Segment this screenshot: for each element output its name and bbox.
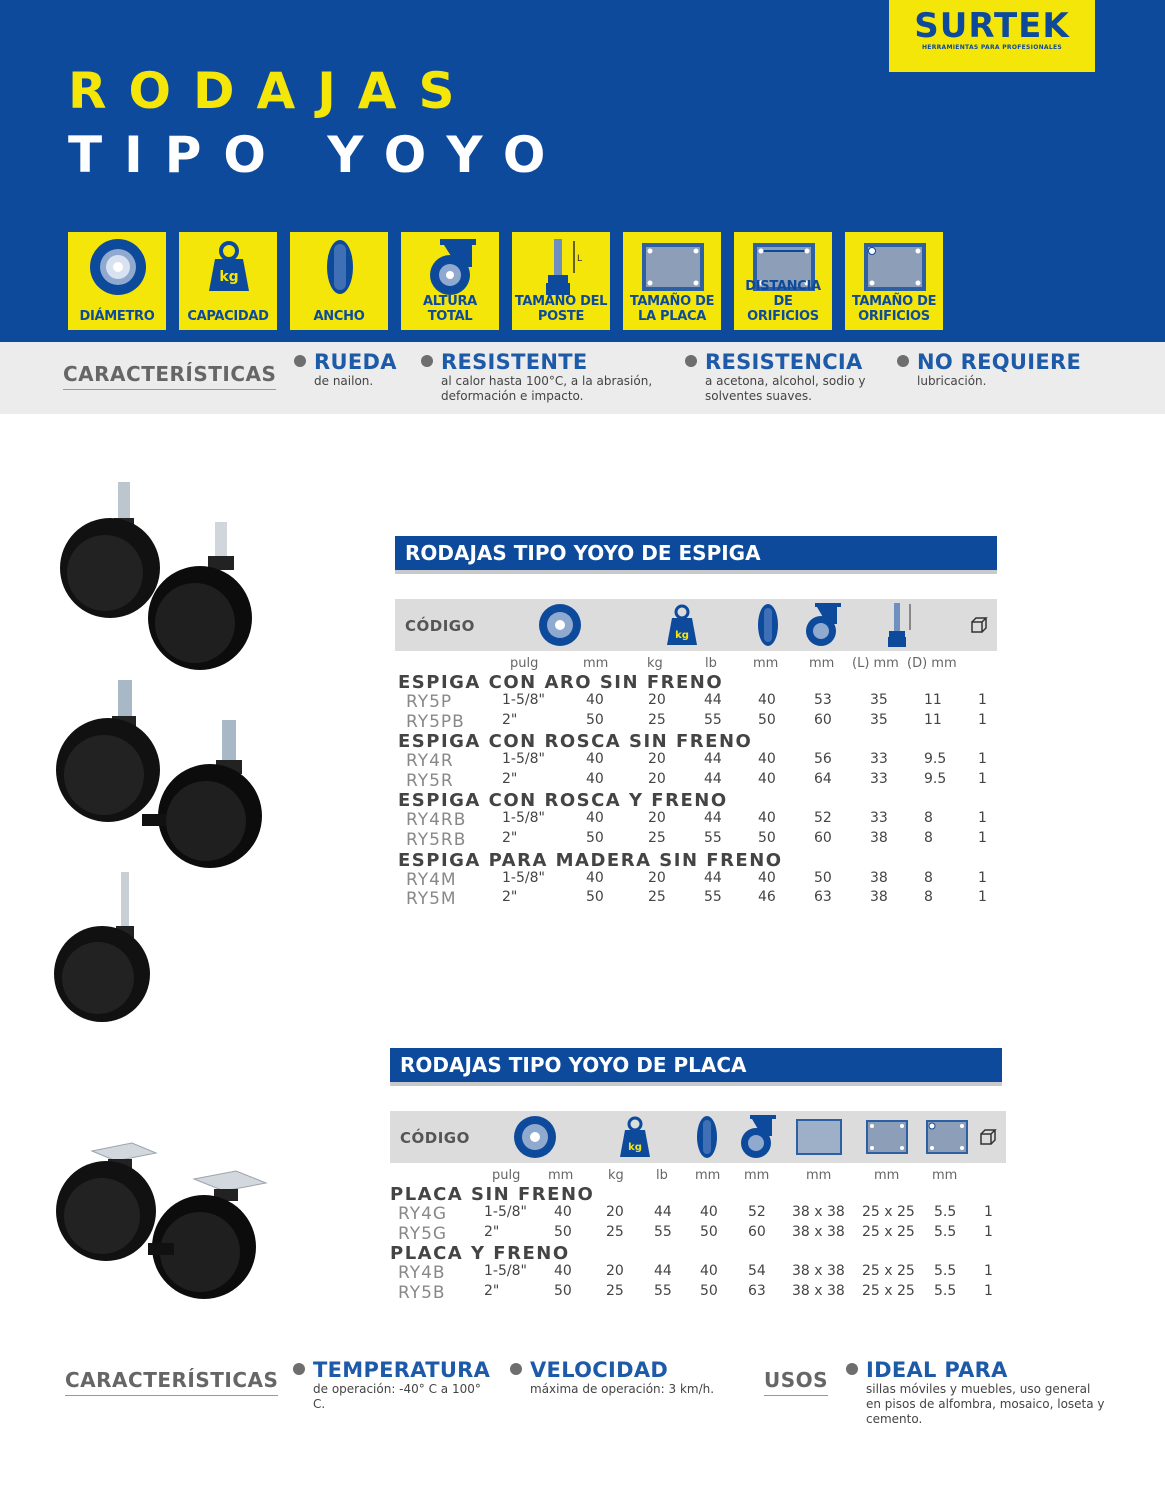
weight-capacity-icon	[657, 603, 707, 647]
bullet-icon	[685, 355, 697, 367]
table-cell: 25	[606, 1282, 624, 1299]
table-row	[398, 830, 998, 850]
feature-resistente	[421, 350, 671, 404]
table-cell: 40	[758, 810, 776, 827]
usos-label-text: USOS	[764, 1368, 829, 1392]
bullet-icon	[421, 355, 433, 367]
feature-resistencia	[685, 350, 890, 404]
table-cell: 38 x 38	[792, 1263, 845, 1280]
legend-distancia	[734, 232, 832, 330]
section-title-placa: RODAJAS TIPO YOYO DE PLACA	[390, 1048, 1002, 1082]
legend-capacidad	[179, 232, 277, 330]
page-title-line2: TIPO YOYO	[68, 126, 568, 184]
codigo-label: CÓDIGO	[405, 617, 475, 635]
table-cell: 25	[648, 830, 666, 846]
table-row	[390, 1224, 1006, 1244]
table-cell: 56	[814, 751, 832, 768]
feature-title: NO REQUIERE	[917, 350, 1082, 374]
plate-size-icon	[794, 1115, 844, 1159]
legend-label: DIÁMETRO	[79, 309, 155, 324]
table-cell: 20	[648, 770, 666, 787]
legend-label: TAMAÑO DEL POSTE	[514, 294, 608, 324]
table-row	[398, 771, 998, 791]
table-cell: 1	[978, 830, 987, 846]
table-cell: 54	[748, 1263, 766, 1280]
unit-label: pulg	[492, 1168, 521, 1183]
feature-desc: de operación: -40° C a 100° C.	[313, 1382, 481, 1411]
unit-label: mm	[744, 1168, 770, 1183]
table-cell: 9.5	[924, 751, 947, 768]
caster-espiga-rosca-image	[50, 676, 280, 876]
weight-capacity-icon	[187, 238, 271, 296]
table-cell: 50	[814, 869, 832, 886]
table-cell: 20	[606, 1204, 624, 1220]
group-heading: ESPIGA CON ROSCA Y FRENO	[398, 790, 728, 812]
table-cell: 35	[870, 692, 888, 708]
unit-label: mm	[548, 1168, 574, 1183]
table-cell: 25	[648, 711, 666, 728]
table-cell: 55	[654, 1223, 672, 1240]
unit-label: mm	[809, 656, 835, 671]
table-cell: 50	[700, 1223, 718, 1240]
unit-label: mm	[753, 656, 779, 671]
table-cell: 35	[870, 711, 888, 728]
post-size-icon	[885, 603, 915, 647]
table-cell: 11	[924, 711, 942, 728]
table-cell: 40	[700, 1263, 718, 1280]
feature-title: RUEDA	[314, 350, 397, 374]
table-cell: 40	[700, 1204, 718, 1220]
table-cell: 38	[870, 869, 888, 886]
table-cell: 1	[978, 692, 987, 708]
table-cell: 40	[758, 869, 776, 886]
table-cell: 8	[924, 810, 933, 827]
product-code: RY4R	[406, 751, 454, 772]
table-cell: 63	[748, 1282, 766, 1299]
table-cell: 1	[978, 889, 987, 906]
table-row	[398, 692, 998, 712]
legend-poste	[512, 232, 610, 330]
post-size-icon	[520, 238, 604, 296]
table-cell: 50	[700, 1282, 718, 1299]
group-heading: ESPIGA PARA MADERA SIN FRENO	[398, 849, 783, 871]
hole-size-icon	[853, 238, 937, 296]
feature-temperatura	[293, 1358, 491, 1412]
legend-ancho	[290, 232, 388, 330]
caster-espiga-aro-image	[50, 478, 280, 678]
section-title-espiga: RODAJAS TIPO YOYO DE ESPIGA	[395, 536, 997, 570]
table-cell: 2"	[484, 1282, 500, 1299]
product-code: RY5G	[398, 1223, 448, 1244]
table-row	[398, 751, 998, 771]
characteristics-label-bottom	[65, 1368, 278, 1396]
unit-label: mm	[583, 656, 609, 671]
feature-title: TEMPERATURA	[313, 1358, 491, 1382]
table-cell: 44	[704, 751, 722, 768]
feature-title: VELOCIDAD	[530, 1358, 669, 1382]
box-quantity-icon	[976, 1115, 1000, 1159]
table-body-espiga	[398, 672, 998, 912]
unit-label: lb	[705, 656, 717, 671]
table-cell: 25	[606, 1223, 624, 1240]
table-cell: 1-5/8"	[502, 810, 545, 827]
table-cell: 5.5	[934, 1282, 957, 1299]
table-cell: 50	[586, 711, 604, 728]
table-cell: 40	[586, 692, 604, 708]
table-row	[390, 1283, 1006, 1303]
table-cell: 44	[704, 770, 722, 787]
table-cell: 40	[758, 770, 776, 787]
unit-label: mm	[695, 1168, 721, 1183]
table-cell: 33	[870, 770, 888, 787]
hole-distance-icon	[864, 1115, 910, 1159]
table-cell: 50	[554, 1223, 572, 1240]
usos-label	[764, 1368, 828, 1396]
feature-desc: máxima de operación: 3 km/h.	[530, 1382, 715, 1396]
surtek-logo	[889, 0, 1095, 72]
table-cell: 38 x 38	[792, 1282, 845, 1299]
feature-title: RESISTENCIA	[705, 350, 863, 374]
divider	[63, 389, 276, 390]
bullet-icon	[846, 1363, 858, 1375]
table-cell: 1	[984, 1204, 993, 1220]
legend-label: ANCHO	[313, 309, 365, 324]
table-cell: 5.5	[934, 1204, 957, 1220]
product-code: RY5PB	[406, 711, 465, 732]
legend-altura	[401, 232, 499, 330]
table-cell: 20	[648, 869, 666, 886]
legend-label: CAPACIDAD	[187, 309, 269, 324]
table-cell: 40	[554, 1263, 572, 1280]
table-cell: 1	[984, 1282, 993, 1299]
legend-diametro	[68, 232, 166, 330]
table-cell: 25 x 25	[862, 1223, 915, 1240]
total-height-icon	[799, 603, 845, 647]
table-cell: 2"	[502, 770, 518, 787]
svg-text:kg: kg	[628, 1142, 642, 1153]
wheel-width-icon	[692, 1115, 722, 1159]
unit-label: mm	[806, 1168, 832, 1183]
table-cell: 8	[924, 869, 933, 886]
table-header-placa	[390, 1111, 1006, 1163]
svg-text:kg: kg	[219, 269, 239, 285]
weight-capacity-icon	[612, 1115, 658, 1159]
table-cell: 20	[648, 692, 666, 708]
table-cell: 9.5	[924, 770, 947, 787]
legend-label: DISTANCIA DE ORIFICIOS	[745, 279, 821, 324]
svg-text:kg: kg	[675, 630, 689, 641]
table-cell: 44	[704, 810, 722, 827]
table-cell: 5.5	[934, 1223, 957, 1240]
total-height-icon	[409, 238, 493, 296]
product-code: RY5P	[406, 692, 453, 712]
table-cell: 44	[704, 869, 722, 886]
table-cell: 1	[984, 1223, 993, 1240]
table-cell: 60	[814, 711, 832, 728]
table-cell: 64	[814, 770, 832, 787]
codigo-label: CÓDIGO	[400, 1129, 470, 1147]
bullet-icon	[897, 355, 909, 367]
product-code: RY4G	[398, 1204, 448, 1224]
unit-label: pulg	[510, 656, 539, 671]
feature-title: RESISTENTE	[441, 350, 588, 374]
table-cell: 55	[704, 711, 722, 728]
table-cell: 63	[814, 889, 832, 906]
table-cell: 2"	[502, 830, 518, 846]
unit-label: mm	[874, 1168, 900, 1183]
table-cell: 55	[704, 889, 722, 906]
divider	[764, 1395, 828, 1396]
table-cell: 2"	[484, 1223, 500, 1240]
bullet-icon	[510, 1363, 522, 1375]
table-cell: 1	[984, 1263, 993, 1280]
hole-size-icon	[924, 1115, 970, 1159]
bullet-icon	[293, 1363, 305, 1375]
table-cell: 55	[704, 830, 722, 846]
table-cell: 33	[870, 810, 888, 827]
wheel-width-icon	[753, 603, 783, 647]
table-cell: 40	[758, 751, 776, 768]
table-cell: 60	[748, 1223, 766, 1240]
table-cell: 25 x 25	[862, 1263, 915, 1280]
feature-title: IDEAL PARA	[866, 1358, 1008, 1382]
table-cell: 46	[758, 889, 776, 906]
table-cell: 1-5/8"	[502, 751, 545, 768]
table-cell: 25	[648, 889, 666, 906]
product-code: RY5RB	[406, 830, 467, 850]
feature-velocidad	[510, 1358, 750, 1397]
feature-desc: a acetona, alcohol, sodio y solventes suaves.	[705, 374, 866, 403]
table-cell: 5.5	[934, 1263, 957, 1280]
table-cell: 20	[648, 751, 666, 768]
table-cell: 40	[586, 770, 604, 787]
feature-desc: lubricación.	[917, 374, 987, 388]
svg-text:L: L	[577, 254, 582, 264]
unit-label: kg	[647, 656, 663, 671]
feature-desc: al calor hasta 100°C, a la abrasión, deformación e impacto.	[441, 374, 653, 403]
table-header-espiga	[395, 599, 997, 651]
table-cell: 40	[586, 751, 604, 768]
wheel-diameter-icon	[510, 1115, 560, 1159]
table-cell: 1	[978, 711, 987, 728]
characteristics-label	[63, 362, 276, 390]
table-row	[398, 889, 998, 909]
product-code: RY4M	[406, 869, 457, 890]
unit-label: (D) mm	[907, 656, 957, 671]
unit-label: mm	[932, 1168, 958, 1183]
legend-label: TAMAÑO DE LA PLACA	[629, 294, 715, 324]
table-cell: 44	[654, 1204, 672, 1220]
table-cell: 2"	[502, 889, 518, 906]
table-cell: 38 x 38	[792, 1204, 845, 1220]
plate-size-icon	[631, 238, 715, 296]
wheel-width-icon	[298, 238, 382, 296]
table-cell: 60	[814, 830, 832, 846]
header-banner	[0, 0, 1165, 342]
total-height-icon	[734, 1115, 780, 1159]
unit-label: (L) mm	[852, 656, 899, 671]
box-quantity-icon	[967, 603, 991, 647]
caster-placa-image	[52, 1135, 282, 1305]
table-row	[390, 1263, 1006, 1283]
table-cell: 38	[870, 830, 888, 846]
table-cell: 50	[758, 830, 776, 846]
table-cell: 40	[758, 692, 776, 708]
table-cell: 11	[924, 692, 942, 708]
unit-label: lb	[656, 1168, 668, 1183]
table-cell: 40	[554, 1204, 572, 1220]
table-cell: 38	[870, 889, 888, 906]
caster-espiga-madera-image	[50, 870, 170, 1025]
table-cell: 33	[870, 751, 888, 768]
legend-tamano-orificios	[845, 232, 943, 330]
table-cell: 52	[814, 810, 832, 827]
wheel-diameter-icon	[76, 238, 160, 296]
group-heading: PLACA SIN FRENO	[390, 1184, 595, 1205]
table-cell: 1	[978, 770, 987, 787]
group-heading: PLACA Y FRENO	[390, 1243, 570, 1265]
characteristics-bar	[0, 342, 1165, 414]
feature-no-requiere	[897, 350, 1117, 389]
unit-label: kg	[608, 1168, 624, 1183]
wheel-diameter-icon	[535, 603, 585, 647]
table-cell: 50	[758, 711, 776, 728]
table-cell: 44	[654, 1263, 672, 1280]
characteristics-label-text: CARACTERÍSTICAS	[65, 1368, 279, 1392]
brand-tagline: HERRAMIENTAS PARA PROFESIONALES	[921, 44, 1063, 51]
legend-placa	[623, 232, 721, 330]
table-cell: 8	[924, 830, 933, 846]
table-cell: 1	[978, 751, 987, 768]
product-code: RY5M	[406, 889, 457, 910]
table-cell: 50	[586, 889, 604, 906]
product-code: RY5B	[398, 1282, 446, 1303]
table-cell: 25 x 25	[862, 1282, 915, 1299]
table-cell: 50	[554, 1282, 572, 1299]
table-cell: 40	[586, 810, 604, 827]
product-code: RY4B	[398, 1263, 446, 1284]
table-row	[390, 1204, 1006, 1224]
table-cell: 25 x 25	[862, 1204, 915, 1220]
table-cell: 38 x 38	[792, 1223, 845, 1240]
bullet-icon	[294, 355, 306, 367]
table-cell: 20	[648, 810, 666, 827]
table-cell: 1	[978, 810, 987, 827]
page-title-line1: RODAJAS	[68, 62, 477, 120]
table-cell: 50	[586, 830, 604, 846]
group-heading: ESPIGA CON ROSCA SIN FRENO	[398, 731, 753, 753]
table-cell: 40	[586, 869, 604, 886]
table-cell: 2"	[502, 711, 518, 728]
table-row	[398, 712, 998, 732]
table-row	[398, 810, 998, 830]
table-cell: 55	[654, 1282, 672, 1299]
table-cell: 1-5/8"	[484, 1263, 527, 1280]
product-code: RY4RB	[406, 810, 467, 831]
group-heading: ESPIGA CON ARO SIN FRENO	[398, 672, 724, 693]
table-cell: 1	[978, 869, 987, 886]
table-cell: 8	[924, 889, 933, 906]
table-cell: 1-5/8"	[502, 869, 545, 886]
feature-rueda	[294, 350, 414, 389]
table-cell: 52	[748, 1204, 766, 1220]
table-cell: 1-5/8"	[484, 1204, 527, 1220]
table-cell: 44	[704, 692, 722, 708]
table-body-placa	[390, 1184, 1006, 1308]
product-code: RY5R	[406, 770, 454, 791]
legend-label: ALTURA TOTAL	[423, 294, 477, 324]
characteristics-label-text: CARACTERÍSTICAS	[63, 362, 277, 386]
table-row	[398, 870, 998, 890]
feature-desc: de nailon.	[314, 374, 374, 388]
legend-label: TAMAÑO DE ORIFICIOS	[851, 294, 937, 324]
feature-ideal-para	[846, 1358, 1108, 1427]
feature-desc: sillas móviles y muebles, uso general en pisos de alfombra, mosaico, loseta y cemento.	[866, 1382, 1105, 1426]
table-cell: 20	[606, 1263, 624, 1280]
table-cell: 53	[814, 692, 832, 708]
table-cell: 1-5/8"	[502, 692, 545, 708]
divider	[65, 1395, 278, 1396]
brand-name: SURTEK	[914, 6, 1070, 46]
